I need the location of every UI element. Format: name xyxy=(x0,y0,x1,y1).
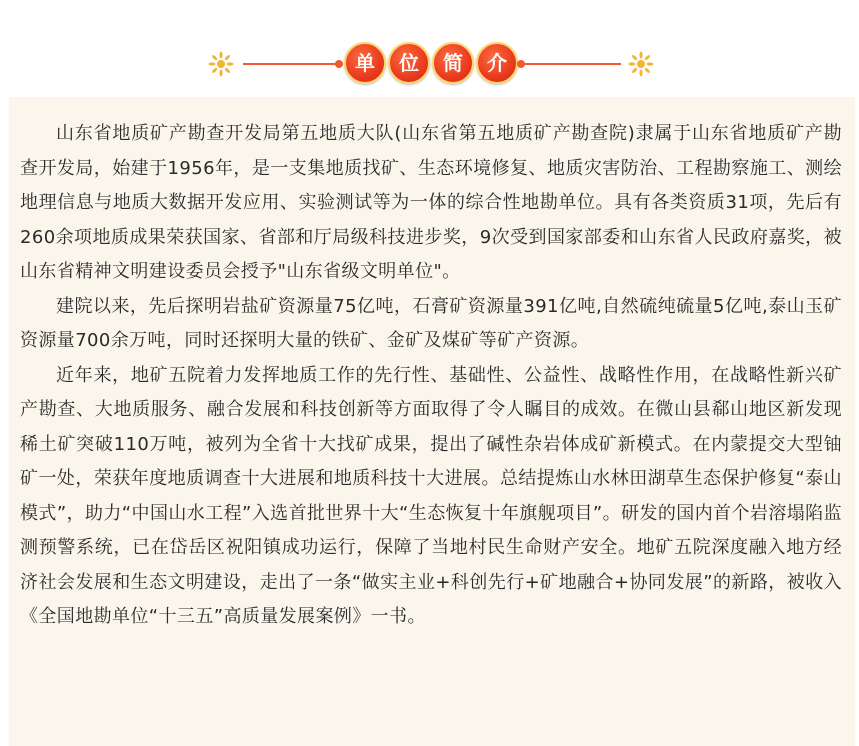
sun-flower-icon xyxy=(208,51,234,77)
sun-flower-icon xyxy=(628,51,654,77)
title-char-2: 位 xyxy=(388,42,430,84)
title-char-3: 简 xyxy=(432,42,474,84)
intro-paragraph-1: 山东省地质矿产勘查开发局第五地质大队(山东省第五地质矿产勘查院)隶属于山东省地质矿产勘查开发局，始建于1956年，是一支集地质找矿、生态环境修复、地质灾害防治、工程勘察施工、测绘地理信息与地质大数据开发应用、实验测试等为一体的综合性地勘单位。具有各类资质31项，先后有260余项地质成果荣获国家、省部和厅局级科技进步奖，9次受到国家部委和山东省人民政府嘉奖，被山东省精神文明建设委员会授予"山东省级文明单位"。 xyxy=(20,123,842,282)
section-title xyxy=(344,42,518,86)
intro-text xyxy=(20,117,842,635)
section-header xyxy=(0,40,859,90)
intro-content-panel xyxy=(9,97,855,746)
header-divider-left xyxy=(243,63,341,65)
header-divider-right xyxy=(519,63,621,65)
intro-paragraph-2: 建院以来，先后探明岩盐矿资源量75亿吨，石膏矿资源量391亿吨,自然硫纯硫量5亿吨,泰山玉矿资源量700余万吨，同时还探明大量的铁矿、金矿及煤矿等矿产资源。 xyxy=(20,295,842,351)
intro-paragraph-3: 近年来，地矿五院着力发挥地质工作的先行性、基础性、公益性、战略性作用，在战略性新兴矿产勘查、大地质服务、融合发展和科技创新等方面取得了令人瞩目的成效。在微山县郗山地区新发现稀土矿突破110万吨，被列为全省十大找矿成果，提出了碱性杂岩体成矿新模式。在内蒙提交大型铀矿一处，荣获年度地质调查十大进展和地质科技十大进展。总结提炼山水林田湖草生态保护修复“泰山模式”，助力“中国山水工程”入选首批世界十大“生态恢复十年旗舰项目”。研发的国内首个岩溶塌陷监测预警系统，已在岱岳区祝阳镇成功运行，保障了当地村民生命财产安全。地矿五院深度融入地方经济社会发展和生态文明建设，走出了一条“做实主业+科创先行+矿地融合+协同发展”的新路，被收入《全国地勘单位“十三五”高质量发展案例》一书。 xyxy=(20,364,842,627)
title-char-1: 单 xyxy=(344,42,386,84)
title-char-4: 介 xyxy=(476,42,518,84)
